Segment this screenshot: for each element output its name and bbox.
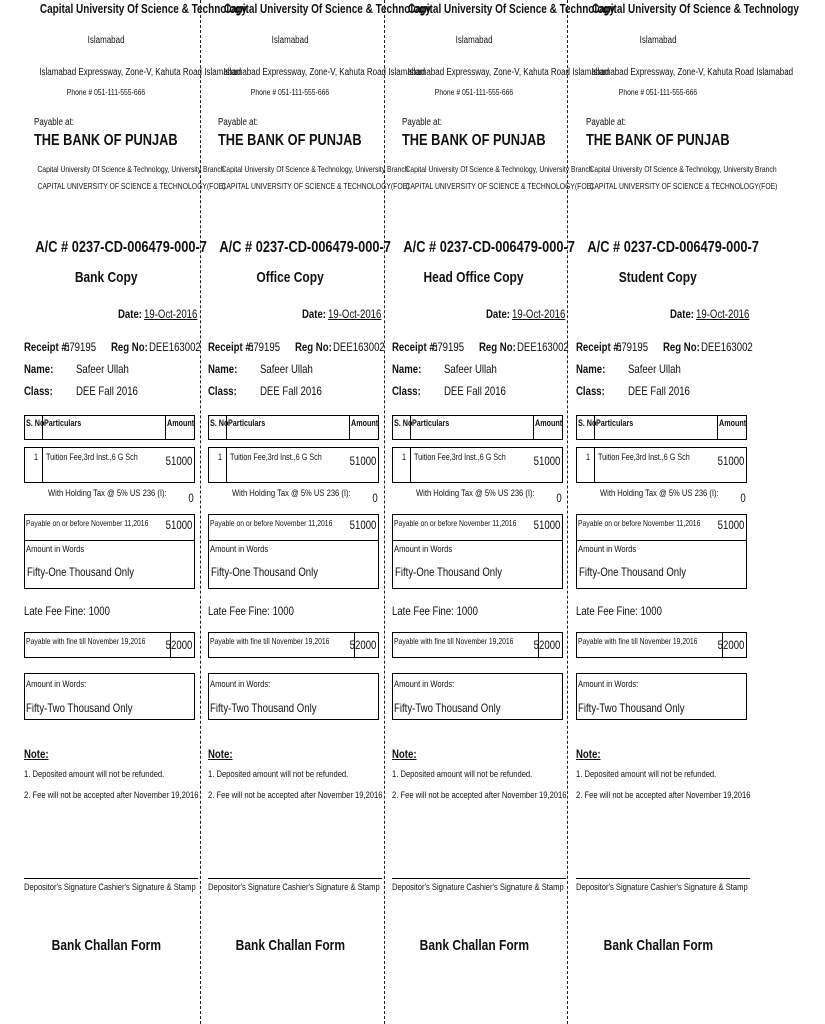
reg-number: DEE163002 <box>333 340 385 354</box>
signature-line <box>576 878 750 879</box>
date-label: Date: <box>302 307 327 321</box>
payable-fine-label: Payable with fine till November 19,2016 <box>210 636 330 646</box>
receipt-number: 679195 <box>248 340 281 354</box>
payable-fine-amount: 52000 <box>165 638 192 652</box>
note-1: 1. Deposited amount will not be refunded. <box>208 769 349 780</box>
fee-table-header <box>208 415 379 440</box>
note-2: 2. Fee will not be accepted after November 19,2016 <box>208 790 383 801</box>
name-label: Name: <box>24 362 54 376</box>
payable-fine-amount: 52000 <box>717 638 744 652</box>
class-label: Class: <box>392 384 421 398</box>
item-sno: 1 <box>218 452 223 462</box>
col-particulars: Particulars <box>44 418 82 428</box>
student-name: Safeer Ullah <box>444 362 497 376</box>
fine-amount-in-words: Fifty-Two Thousand Only <box>210 701 317 715</box>
account-number: A/C # 0237-CD-006479-000-7 <box>35 239 207 256</box>
amount-in-words-box <box>392 540 563 589</box>
bank-name: THE BANK OF PUNJAB <box>586 132 730 149</box>
item-amount: 51000 <box>349 454 376 468</box>
item-description: Tuition Fee,3rd Inst.,6 G Sch <box>230 452 322 462</box>
fee-table-header <box>24 415 195 440</box>
date-value: 19-Oct-2016 <box>696 307 750 321</box>
col-amount: Amount <box>351 418 379 428</box>
item-amount: 51000 <box>533 454 560 468</box>
fee-item-row <box>208 447 379 483</box>
university-name: Capital University Of Science & Technology <box>591 2 799 16</box>
account-title: CAPITAL UNIVERSITY OF SCIENCE & TECHNOLOGY(FOE) <box>405 181 594 191</box>
date-label: Date: <box>118 307 143 321</box>
address: Islamabad Expressway, Zone-V, Kahuta Road Islamabad <box>591 67 794 78</box>
item-sno: 1 <box>586 452 591 462</box>
item-amount: 51000 <box>165 454 192 468</box>
challan-copy-student <box>566 0 799 1024</box>
col-particulars: Particulars <box>412 418 450 428</box>
note-2: 2. Fee will not be accepted after November 19,2016 <box>576 790 751 801</box>
late-fee-fine: Late Fee Fine: 1000 <box>208 604 294 618</box>
amount-in-words: Fifty-One Thousand Only <box>579 565 687 579</box>
payable-fine-amount: 52000 <box>533 638 560 652</box>
note-label: Note: <box>24 747 49 761</box>
bank-branch: Capital University Of Science & Technology, University Branch <box>589 164 777 174</box>
payable-before-label: Payable on or before November 11,2016 <box>578 518 701 528</box>
fee-item-row <box>24 447 195 483</box>
challan-copy-bank <box>14 0 247 1024</box>
reg-number: DEE163002 <box>517 340 569 354</box>
bank-name: THE BANK OF PUNJAB <box>218 132 362 149</box>
tax-label: With Holding Tax @ 5% US 236 (I): <box>600 488 719 499</box>
col-particulars: Particulars <box>596 418 634 428</box>
col-sno: S. No <box>26 418 45 428</box>
university-name: Capital University Of Science & Technology <box>39 2 247 16</box>
copy-label: Student Copy <box>619 269 697 286</box>
words-label: Amount in Words <box>578 544 637 555</box>
col-amount: Amount <box>719 418 747 428</box>
note-1: 1. Deposited amount will not be refunded. <box>392 769 533 780</box>
cashier-signature: Cashier's Signature & Stamp <box>282 882 380 893</box>
payable-before-row <box>392 514 563 541</box>
account-number: A/C # 0237-CD-006479-000-7 <box>403 239 575 256</box>
student-name: Safeer Ullah <box>76 362 129 376</box>
words-fine-label: Amount in Words: <box>578 679 639 690</box>
signature-line <box>392 878 566 879</box>
words-label: Amount in Words <box>26 544 85 555</box>
name-label: Name: <box>392 362 422 376</box>
words-fine-label: Amount in Words: <box>210 679 271 690</box>
university-name: Capital University Of Science & Technology <box>407 2 615 16</box>
fine-amount-in-words-box <box>576 673 747 720</box>
note-2: 2. Fee will not be accepted after November 19,2016 <box>392 790 567 801</box>
account-title: CAPITAL UNIVERSITY OF SCIENCE & TECHNOLOGY(FOE) <box>37 181 226 191</box>
depositor-signature: Depositor's Signature <box>24 882 97 893</box>
receipt-label: Receipt #: <box>576 340 622 354</box>
account-title: CAPITAL UNIVERSITY OF SCIENCE & TECHNOLOGY(FOE) <box>221 181 410 191</box>
col-sno: S. No <box>394 418 413 428</box>
city: Islamabad <box>271 35 309 46</box>
form-title: Bank Challan Form <box>235 937 345 954</box>
name-label: Name: <box>576 362 606 376</box>
fine-amount-in-words: Fifty-Two Thousand Only <box>394 701 501 715</box>
amount-in-words: Fifty-One Thousand Only <box>27 565 135 579</box>
account-number: A/C # 0237-CD-006479-000-7 <box>587 239 759 256</box>
amount-in-words: Fifty-One Thousand Only <box>395 565 503 579</box>
tax-amount: 0 <box>188 491 194 505</box>
address: Islamabad Expressway, Zone-V, Kahuta Road Islamabad <box>407 67 610 78</box>
cashier-signature: Cashier's Signature & Stamp <box>98 882 196 893</box>
phone: Phone # 051-111-555-666 <box>66 87 146 97</box>
col-amount: Amount <box>167 418 195 428</box>
payable-before-row <box>576 514 747 541</box>
tax-label: With Holding Tax @ 5% US 236 (I): <box>48 488 167 499</box>
payable-fine-label: Payable with fine till November 19,2016 <box>394 636 514 646</box>
note-1: 1. Deposited amount will not be refunded. <box>24 769 165 780</box>
payable-before-row <box>208 514 379 541</box>
form-title: Bank Challan Form <box>51 937 161 954</box>
payable-before-label: Payable on or before November 11,2016 <box>210 518 333 528</box>
bank-branch: Capital University Of Science & Technology, University Branch <box>405 164 593 174</box>
copy-label: Head Office Copy <box>423 269 525 286</box>
words-fine-label: Amount in Words: <box>394 679 455 690</box>
fine-amount-in-words: Fifty-Two Thousand Only <box>578 701 685 715</box>
tax-amount: 0 <box>372 491 378 505</box>
payable-fine-amount: 52000 <box>349 638 376 652</box>
student-name: Safeer Ullah <box>628 362 681 376</box>
copy-label: Bank Copy <box>74 269 138 286</box>
class-value: DEE Fall 2016 <box>444 384 506 398</box>
class-value: DEE Fall 2016 <box>76 384 138 398</box>
col-sno: S. No <box>210 418 229 428</box>
depositor-signature: Depositor's Signature <box>208 882 281 893</box>
col-sno: S. No <box>578 418 597 428</box>
fee-item-row <box>392 447 563 483</box>
bank-branch: Capital University Of Science & Technology, University Branch <box>37 164 225 174</box>
bank-name: THE BANK OF PUNJAB <box>34 132 178 149</box>
signature-line <box>24 878 198 879</box>
account-number: A/C # 0237-CD-006479-000-7 <box>219 239 391 256</box>
fee-item-row <box>576 447 747 483</box>
words-label: Amount in Words <box>394 544 453 555</box>
receipt-label: Receipt #: <box>208 340 254 354</box>
date-label: Date: <box>670 307 695 321</box>
payable-before-label: Payable on or before November 11,2016 <box>26 518 149 528</box>
reg-number: DEE163002 <box>701 340 753 354</box>
reg-label: Reg No: <box>111 340 148 354</box>
payable-before-amount: 51000 <box>533 518 560 532</box>
note-label: Note: <box>576 747 601 761</box>
payable-fine-label: Payable with fine till November 19,2016 <box>26 636 146 646</box>
reg-label: Reg No: <box>663 340 700 354</box>
fine-amount-in-words-box <box>208 673 379 720</box>
fee-table-header <box>576 415 747 440</box>
item-description: Tuition Fee,3rd Inst.,6 G Sch <box>46 452 138 462</box>
col-amount: Amount <box>535 418 563 428</box>
receipt-number: 679195 <box>616 340 649 354</box>
payable-before-amount: 51000 <box>165 518 192 532</box>
amount-in-words-box <box>24 540 195 589</box>
address: Islamabad Expressway, Zone-V, Kahuta Road Islamabad <box>223 67 426 78</box>
amount-in-words: Fifty-One Thousand Only <box>211 565 319 579</box>
late-fee-fine: Late Fee Fine: 1000 <box>24 604 110 618</box>
tax-amount: 0 <box>740 491 746 505</box>
date-value: 19-Oct-2016 <box>328 307 382 321</box>
phone: Phone # 051-111-555-666 <box>618 87 698 97</box>
class-label: Class: <box>576 384 605 398</box>
receipt-label: Receipt #: <box>392 340 438 354</box>
class-value: DEE Fall 2016 <box>628 384 690 398</box>
fine-amount-in-words-box <box>24 673 195 720</box>
item-amount: 51000 <box>717 454 744 468</box>
university-name: Capital University Of Science & Technology <box>223 2 431 16</box>
late-fee-fine: Late Fee Fine: 1000 <box>576 604 662 618</box>
class-label: Class: <box>24 384 53 398</box>
payable-at-label: Payable at: <box>218 117 259 128</box>
payable-before-amount: 51000 <box>349 518 376 532</box>
note-label: Note: <box>392 747 417 761</box>
challan-copy-head-office <box>382 0 615 1024</box>
signature-line <box>208 878 382 879</box>
words-fine-label: Amount in Words: <box>26 679 87 690</box>
note-1: 1. Deposited amount will not be refunded. <box>576 769 717 780</box>
name-label: Name: <box>208 362 238 376</box>
challan-copy-office <box>198 0 431 1024</box>
form-title: Bank Challan Form <box>603 937 713 954</box>
fine-amount-in-words-box <box>392 673 563 720</box>
payable-fine-row <box>576 632 747 658</box>
payable-at-label: Payable at: <box>586 117 627 128</box>
date-value: 19-Oct-2016 <box>512 307 566 321</box>
copy-label: Office Copy <box>256 269 324 286</box>
amount-in-words-box <box>208 540 379 589</box>
reg-number: DEE163002 <box>149 340 201 354</box>
amount-in-words-box <box>576 540 747 589</box>
payable-before-label: Payable on or before November 11,2016 <box>394 518 517 528</box>
depositor-signature: Depositor's Signature <box>392 882 465 893</box>
class-label: Class: <box>208 384 237 398</box>
cashier-signature: Cashier's Signature & Stamp <box>650 882 748 893</box>
phone: Phone # 051-111-555-666 <box>434 87 514 97</box>
fine-amount-in-words: Fifty-Two Thousand Only <box>26 701 133 715</box>
depositor-signature: Depositor's Signature <box>576 882 649 893</box>
receipt-label: Receipt #: <box>24 340 70 354</box>
city: Islamabad <box>639 35 677 46</box>
note-2: 2. Fee will not be accepted after November 19,2016 <box>24 790 199 801</box>
form-title: Bank Challan Form <box>419 937 529 954</box>
payable-fine-label: Payable with fine till November 19,2016 <box>578 636 698 646</box>
account-title: CAPITAL UNIVERSITY OF SCIENCE & TECHNOLOGY(FOE) <box>589 181 778 191</box>
tax-label: With Holding Tax @ 5% US 236 (I): <box>416 488 535 499</box>
payable-fine-row <box>208 632 379 658</box>
date-value: 19-Oct-2016 <box>144 307 198 321</box>
class-value: DEE Fall 2016 <box>260 384 322 398</box>
city: Islamabad <box>87 35 125 46</box>
late-fee-fine: Late Fee Fine: 1000 <box>392 604 478 618</box>
item-sno: 1 <box>402 452 407 462</box>
payable-fine-row <box>392 632 563 658</box>
payable-at-label: Payable at: <box>34 117 75 128</box>
phone: Phone # 051-111-555-666 <box>250 87 330 97</box>
payable-at-label: Payable at: <box>402 117 443 128</box>
receipt-number: 679195 <box>64 340 97 354</box>
payable-fine-row <box>24 632 195 658</box>
date-label: Date: <box>486 307 511 321</box>
receipt-number: 679195 <box>432 340 465 354</box>
reg-label: Reg No: <box>295 340 332 354</box>
tax-label: With Holding Tax @ 5% US 236 (I): <box>232 488 351 499</box>
student-name: Safeer Ullah <box>260 362 313 376</box>
cashier-signature: Cashier's Signature & Stamp <box>466 882 564 893</box>
address: Islamabad Expressway, Zone-V, Kahuta Road Islamabad <box>39 67 242 78</box>
words-label: Amount in Words <box>210 544 269 555</box>
item-description: Tuition Fee,3rd Inst.,6 G Sch <box>598 452 690 462</box>
item-sno: 1 <box>34 452 39 462</box>
bank-name: THE BANK OF PUNJAB <box>402 132 546 149</box>
payable-before-row <box>24 514 195 541</box>
city: Islamabad <box>455 35 493 46</box>
col-particulars: Particulars <box>228 418 266 428</box>
payable-before-amount: 51000 <box>717 518 744 532</box>
reg-label: Reg No: <box>479 340 516 354</box>
fee-table-header <box>392 415 563 440</box>
item-description: Tuition Fee,3rd Inst.,6 G Sch <box>414 452 506 462</box>
bank-branch: Capital University Of Science & Technology, University Branch <box>221 164 409 174</box>
note-label: Note: <box>208 747 233 761</box>
tax-amount: 0 <box>556 491 562 505</box>
